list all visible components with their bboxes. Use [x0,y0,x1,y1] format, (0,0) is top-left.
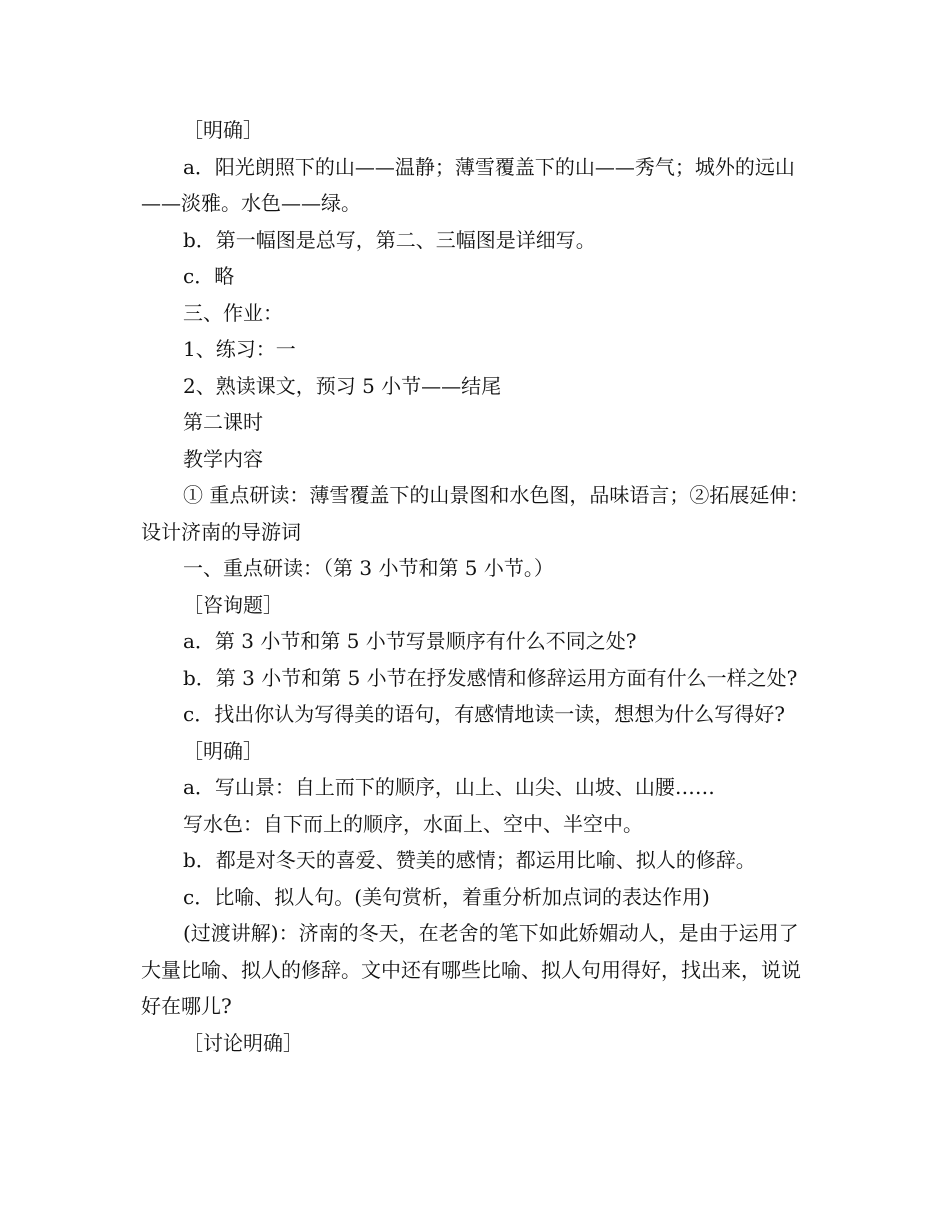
transition-paragraph: (过渡讲解)：济南的冬天，在老舍的笔下如此娇媚动人，是由于运用了大量比喻、拟人的修辞。文中还有哪些比喻、拟人句用得好，找出来，说说好在哪儿? [141,921,801,1018]
question-b-paragraph: b．第 3 小节和第 5 小节在抒发感情和修辞运用方面有什么一样之处? [183,665,798,690]
section-label-clarify: ［明确］ [183,118,263,142]
clarify-water-paragraph: 写水色：自下而上的顺序，水面上、空中、半空中。 [183,811,643,836]
section-label-discussion: ［讨论明确］ [183,1030,303,1055]
document-body [141,112,811,1061]
clarify-b-paragraph: b．都是对冬天的喜爱、赞美的感情；都运用比喻、拟人的修辞。 [183,848,756,872]
section-label-questions: ［咨询题］ [183,592,283,617]
answer-c-paragraph: c．略 [183,264,235,288]
homework-item-2: 2、熟读课文，预习 5 小节——结尾 [183,373,502,398]
homework-item-1: 1、练习：一 [183,337,296,361]
question-c-paragraph: c．找出你认为写得美的语句，有感情地读一读，想想为什么写得好? [183,702,785,726]
homework-heading: 三、作业： [183,300,283,325]
answer-a-paragraph: a．阳光朗照下的山——温静；薄雪覆盖下的山——秀气；城外的远山——淡雅。水色——绿。 [141,154,795,215]
teaching-content-heading: 教学内容 [183,446,263,471]
teaching-content-paragraph: ① 重点研读：薄雪覆盖下的山景图和水色图，品味语言；②拓展延伸：设计济南的导游词 [141,483,810,544]
clarify-c-paragraph: c．比喻、拟人句。(美句赏析，着重分析加点词的表达作用) [183,884,710,909]
clarify-a-paragraph: a．写山景：自上而下的顺序，山上、山尖、山坡、山腰…… [183,775,715,799]
section-label-clarify-2: ［明确］ [183,738,263,763]
answer-b-paragraph: b．第一幅图是总写，第二、三幅图是详细写。 [183,227,596,252]
lesson-two-heading: 第二课时 [183,410,263,434]
focus-reading-heading: 一、重点研读：（第 3 小节和第 5 小节。） [183,556,554,580]
question-a-paragraph: a．第 3 小节和第 5 小节写景顺序有什么不同之处? [183,629,637,653]
